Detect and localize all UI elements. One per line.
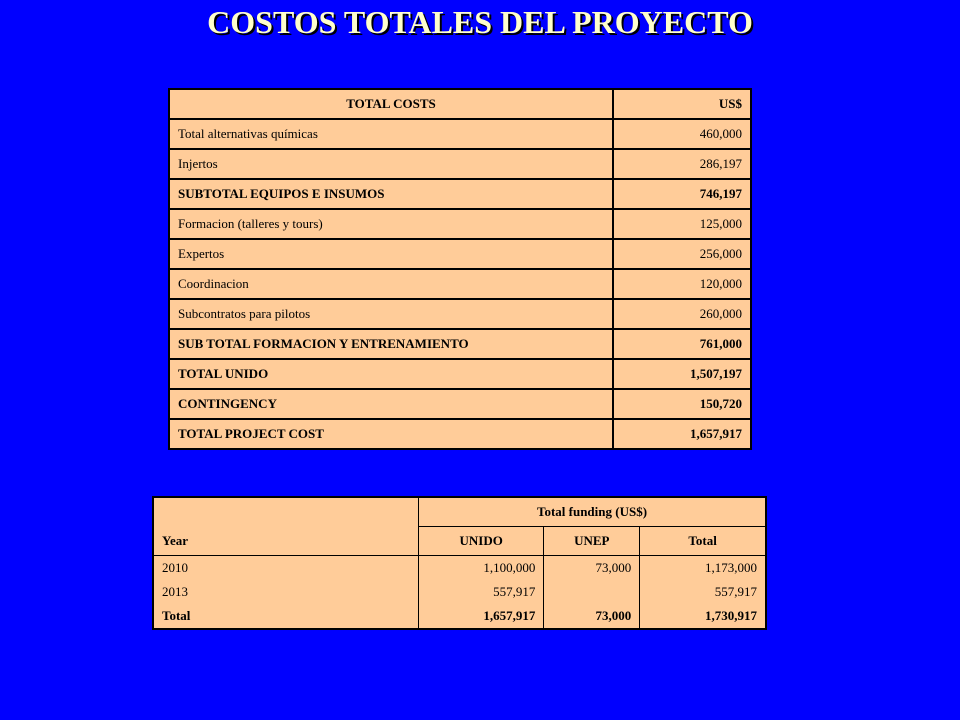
table-header-row	[153, 497, 766, 527]
subtotal-row	[169, 179, 751, 209]
row-unido: 1,100,000	[419, 556, 544, 581]
page-title: COSTOS TOTALES DEL PROYECTO	[207, 4, 753, 40]
table-row	[169, 299, 751, 329]
total-row	[169, 389, 751, 419]
row-total: 1,173,000	[705, 560, 757, 575]
row-value: 1,657,917	[613, 419, 751, 449]
row-label: Injertos	[169, 149, 613, 179]
row-value: 256,000	[613, 239, 751, 269]
row-value: 260,000	[613, 299, 751, 329]
table-row	[169, 239, 751, 269]
table-row	[153, 556, 766, 581]
total-costs-table	[168, 88, 752, 450]
row-value: 460,000	[613, 119, 751, 149]
column-header-unido: UNIDO	[419, 527, 544, 556]
table-row	[169, 269, 751, 299]
table-row	[153, 580, 766, 604]
row-label: TOTAL PROJECT COST	[169, 419, 613, 449]
table-row	[169, 149, 751, 179]
row-value: 1,507,197	[613, 359, 751, 389]
row-label: Formacion (talleres y tours)	[169, 209, 613, 239]
table-row	[169, 209, 751, 239]
row-unep: 73,000	[544, 556, 640, 581]
total-row	[153, 604, 766, 629]
row-value: 761,000	[613, 329, 751, 359]
column-header-unep: UNEP	[544, 527, 640, 556]
row-label: TOTAL UNIDO	[169, 359, 613, 389]
row-unido: 557,917	[419, 580, 544, 604]
column-header-year: Year	[153, 497, 419, 556]
row-value: 286,197	[613, 149, 751, 179]
row-value: 120,000	[613, 269, 751, 299]
subtotal-row	[169, 329, 751, 359]
row-value: 746,197	[613, 179, 751, 209]
row-label: CONTINGENCY	[169, 389, 613, 419]
row-unido: 1,657,917	[419, 604, 544, 629]
row-unep	[544, 580, 640, 604]
funding-table	[152, 496, 767, 630]
column-header-total-costs: TOTAL COSTS	[169, 89, 613, 119]
row-label: Total alternativas químicas	[169, 119, 613, 149]
column-header-currency: US$	[613, 89, 751, 119]
row-value: 125,000	[613, 209, 751, 239]
row-unep: 73,000	[544, 604, 640, 629]
column-group-header-total-funding: Total funding (US$)	[419, 497, 767, 527]
row-total: 1,730,917	[705, 608, 757, 623]
row-label: SUBTOTAL EQUIPOS E INSUMOS	[169, 179, 613, 209]
row-label: Expertos	[169, 239, 613, 269]
total-row	[169, 359, 751, 389]
total-row	[169, 419, 751, 449]
column-header-total: Total	[640, 527, 766, 556]
row-value: 150,720	[613, 389, 751, 419]
row-label: Coordinacion	[169, 269, 613, 299]
row-year: 2010	[153, 556, 419, 581]
row-year: 2013	[153, 580, 419, 604]
table-row	[169, 119, 751, 149]
row-total: 557,917	[714, 584, 757, 599]
table-header-row	[169, 89, 751, 119]
row-year: Total	[153, 604, 419, 629]
row-label: Subcontratos para pilotos	[169, 299, 613, 329]
row-label: SUB TOTAL FORMACION Y ENTRENAMIENTO	[169, 329, 613, 359]
